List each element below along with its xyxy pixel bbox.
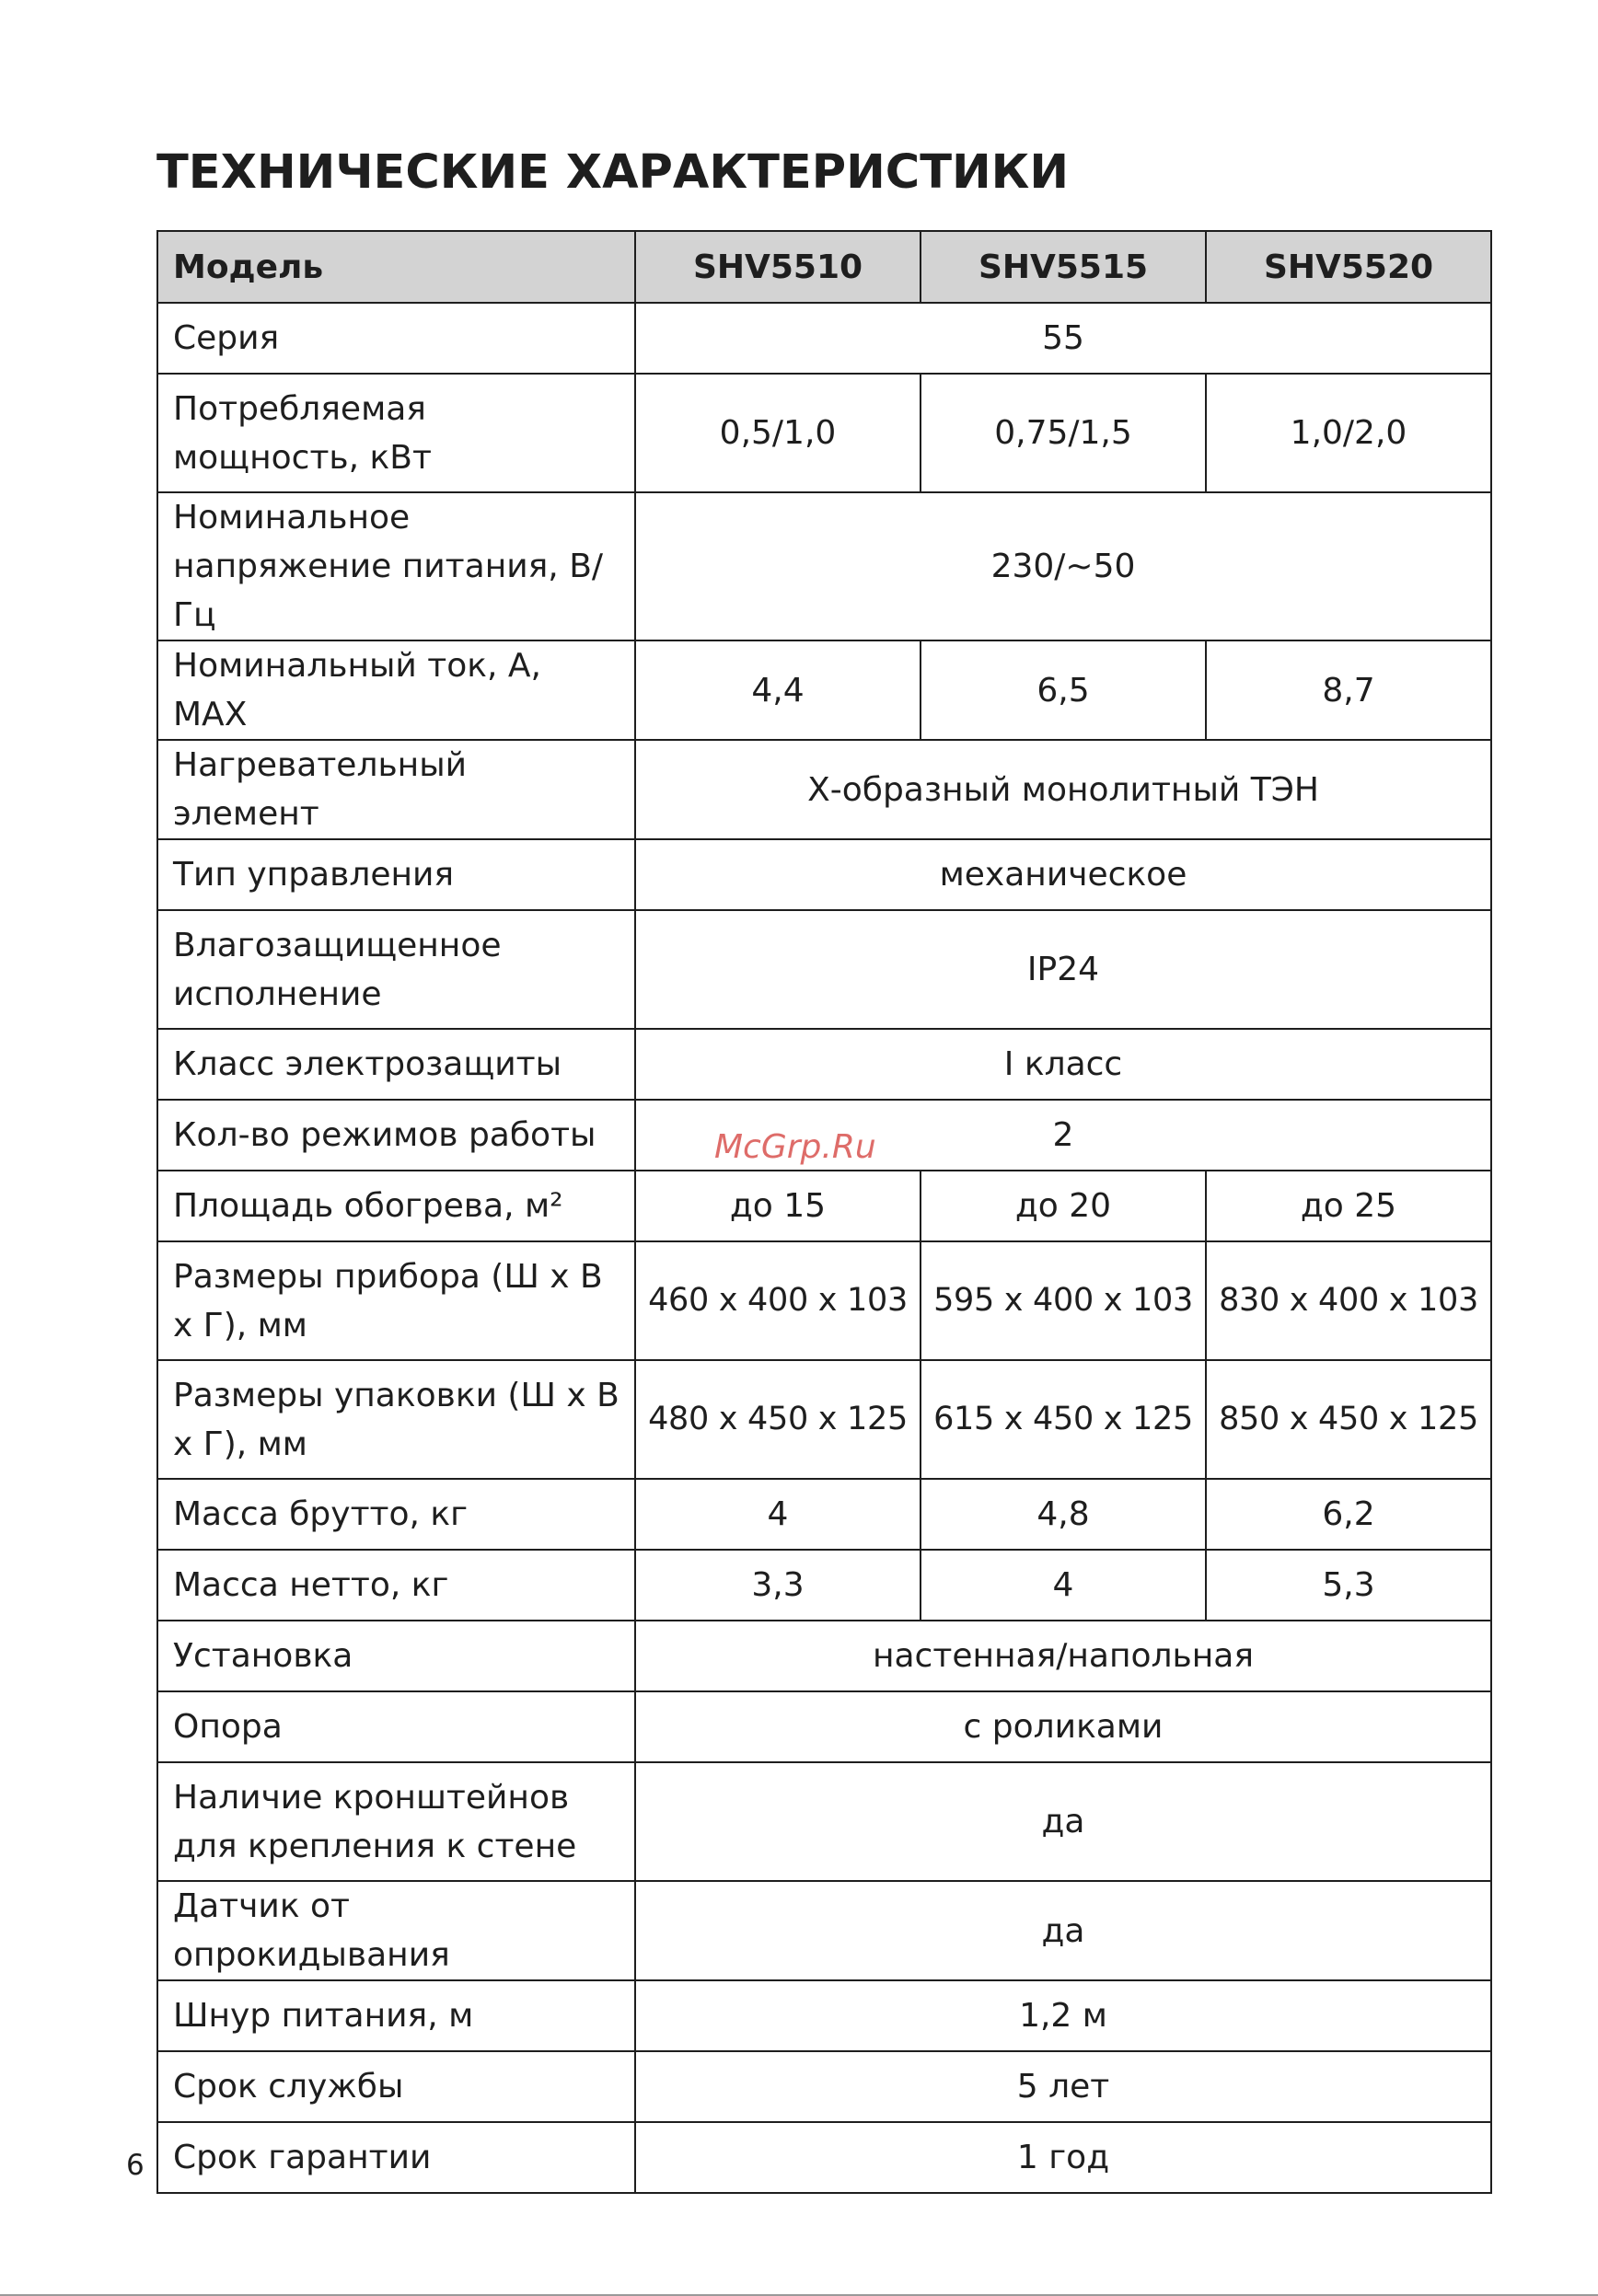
row-label: Кол-во режимов работы xyxy=(157,1100,635,1171)
header-model-shv5510: SHV5510 xyxy=(635,231,921,303)
row-value: I класс xyxy=(635,1029,1491,1100)
table-row xyxy=(157,1621,1491,1691)
table-row xyxy=(157,1881,1491,1980)
row-value: 4 xyxy=(921,1550,1206,1621)
row-label: Датчик от опрокидывания xyxy=(157,1881,635,1980)
row-value: 6,5 xyxy=(921,640,1206,740)
row-label: Влагозащищенное исполнение xyxy=(157,910,635,1029)
row-value: 3,3 xyxy=(635,1550,921,1621)
table-row xyxy=(157,1762,1491,1881)
row-value: 5 лет xyxy=(635,2051,1491,2122)
table-row xyxy=(157,1550,1491,1621)
row-value: IP24 xyxy=(635,910,1491,1029)
row-value: 850 х 450 х 125 xyxy=(1206,1360,1491,1479)
header-model-shv5520: SHV5520 xyxy=(1206,231,1491,303)
row-label: Масса брутто, кг xyxy=(157,1479,635,1550)
table-header-row xyxy=(157,231,1491,303)
row-label: Масса нетто, кг xyxy=(157,1550,635,1621)
table-row xyxy=(157,1691,1491,1762)
row-value: с роликами xyxy=(635,1691,1491,1762)
row-label: Срок гарантии xyxy=(157,2122,635,2193)
table-row xyxy=(157,839,1491,910)
row-value: Х-образный монолитный ТЭН xyxy=(635,740,1491,839)
row-value: 5,3 xyxy=(1206,1550,1491,1621)
row-label: Площадь обогрева, м² xyxy=(157,1171,635,1241)
row-value: 0,5/1,0 xyxy=(635,374,921,492)
table-row xyxy=(157,1029,1491,1100)
row-value: 6,2 xyxy=(1206,1479,1491,1550)
table-row xyxy=(157,740,1491,839)
row-value: 1,2 м xyxy=(635,1980,1491,2051)
row-value: 615 х 450 х 125 xyxy=(921,1360,1206,1479)
row-label: Опора xyxy=(157,1691,635,1762)
row-label: Наличие кронштейнов для крепления к стене xyxy=(157,1762,635,1881)
row-label: Номинальное напряжение питания, В/Гц xyxy=(157,492,635,640)
row-label: Размеры прибора (Ш х В х Г), мм xyxy=(157,1241,635,1360)
row-label: Нагревательный элемент xyxy=(157,740,635,839)
row-label: Шнур питания, м xyxy=(157,1980,635,2051)
row-value: до 20 xyxy=(921,1171,1206,1241)
row-label: Потребляемая мощность, кВт xyxy=(157,374,635,492)
spec-table xyxy=(156,230,1492,2194)
row-value: 460 х 400 х 103 xyxy=(635,1241,921,1360)
row-value: 55 xyxy=(635,303,1491,374)
row-value: да xyxy=(635,1881,1491,1980)
row-label: Серия xyxy=(157,303,635,374)
table-row xyxy=(157,374,1491,492)
table-row xyxy=(157,1360,1491,1479)
row-value: настенная/напольная xyxy=(635,1621,1491,1691)
row-value: 1,0/2,0 xyxy=(1206,374,1491,492)
watermark: McGrp.Ru xyxy=(714,1128,876,1166)
table-row xyxy=(157,1241,1491,1360)
table-row xyxy=(157,910,1491,1029)
row-label: Номинальный ток, А, MAX xyxy=(157,640,635,740)
row-value: 480 х 450 х 125 xyxy=(635,1360,921,1479)
row-value: 830 х 400 х 103 xyxy=(1206,1241,1491,1360)
table-row xyxy=(157,303,1491,374)
row-value: да xyxy=(635,1762,1491,1881)
page-number: 6 xyxy=(126,2149,145,2182)
row-value: 1 год xyxy=(635,2122,1491,2193)
row-value: 2 xyxy=(635,1100,1491,1171)
table-row xyxy=(157,2051,1491,2122)
page-title: ТЕХНИЧЕСКИЕ ХАРАКТЕРИСТИКИ xyxy=(156,145,1070,200)
row-value: 8,7 xyxy=(1206,640,1491,740)
row-value: 4,8 xyxy=(921,1479,1206,1550)
table-row xyxy=(157,492,1491,640)
row-value: 0,75/1,5 xyxy=(921,374,1206,492)
row-value: до 25 xyxy=(1206,1171,1491,1241)
row-label: Размеры упаковки (Ш х В х Г), мм xyxy=(157,1360,635,1479)
header-model-shv5515: SHV5515 xyxy=(921,231,1206,303)
row-value: 230/~50 xyxy=(635,492,1491,640)
row-value: 595 х 400 х 103 xyxy=(921,1241,1206,1360)
table-row xyxy=(157,640,1491,740)
row-label: Класс электрозащиты xyxy=(157,1029,635,1100)
table-row xyxy=(157,1171,1491,1241)
row-value: 4,4 xyxy=(635,640,921,740)
row-value: до 15 xyxy=(635,1171,921,1241)
row-label: Установка xyxy=(157,1621,635,1691)
header-model-label: Модель xyxy=(157,231,635,303)
table-row xyxy=(157,1479,1491,1550)
table-row xyxy=(157,2122,1491,2193)
table-row xyxy=(157,1980,1491,2051)
row-value: 4 xyxy=(635,1479,921,1550)
row-value: механическое xyxy=(635,839,1491,910)
row-label: Тип управления xyxy=(157,839,635,910)
row-label: Срок службы xyxy=(157,2051,635,2122)
